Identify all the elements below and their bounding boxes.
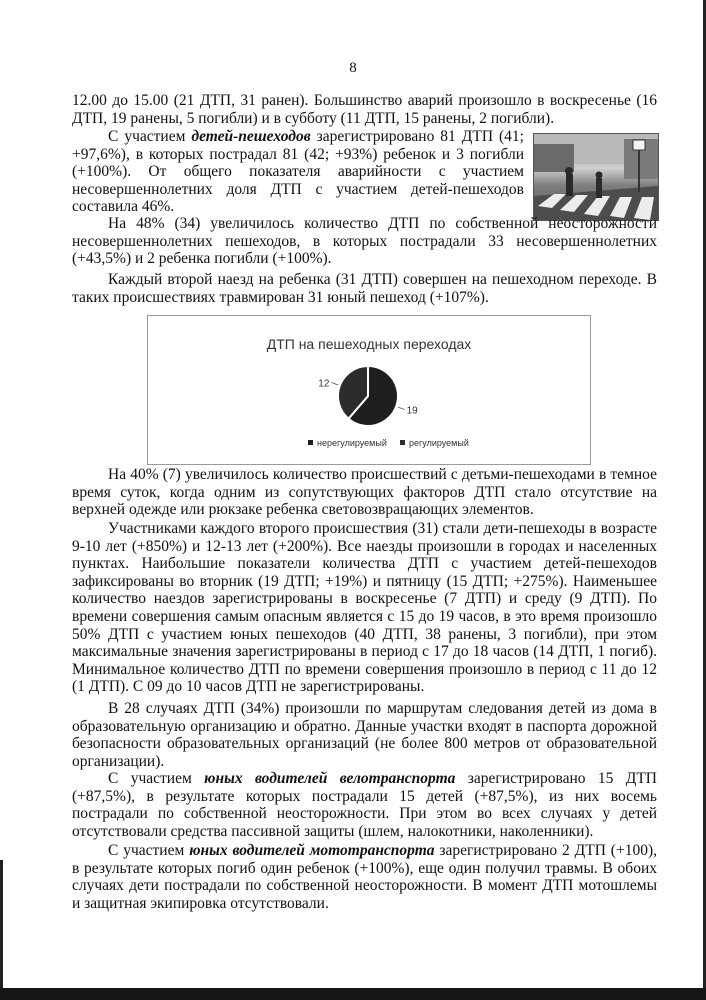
paragraph-2-start: С участием	[108, 128, 192, 145]
paragraph-8-start: С участием	[108, 770, 205, 787]
paragraph-5: На 40% (7) увеличилось количество происшествий с детьми-пешеходами в темное время суток, когда одним из сопутствующих факторов ДТП стало отсутствие на верхней одежде или рюкзаке ребенка световозвращающих элементов.	[72, 466, 657, 519]
paragraph-8	[72, 770, 657, 840]
pie-chart-container	[147, 315, 591, 465]
pie-leader-line-1	[398, 407, 405, 409]
paragraph-2-emphasis: детей-пешеходов	[191, 128, 311, 145]
pie-chart	[148, 316, 590, 464]
paragraph-6: Участниками каждого второго происшествия (31) стали дети-пешеходы в возрасте 9-10 лет (+850%) и 12-13 лет (+200%). Все наезды произошли в городах и населенных пунктах. Наибольшие показатели количества ДТП с участием детей-пешеходов зафиксированы во вторник (19 ДТП; +19%) и пятницу (15 ДТП; +275%). Наименьшее количество наездов зарегистрированы в воскресенье (7 ДТП) и среду (9 ДТП). По времени совершения самым опасным является с 15 до 19 часов, в это время произошло 50% ДТП с участием юных пешеходов (40 ДТП, 38 ранены, 3 погибли), при этом максимальные значения зарегистрированы в период с 17 до 18 часов (14 ДТП, 1 погиб). Минимальное количество ДТП по времени совершения произошло в период с 11 до 12 (1 ДТП). С 09 до 10 часов ДТП не зарегистрированы.	[72, 520, 657, 696]
paragraph-1: 12.00 до 15.00 (21 ДТП, 31 ранен). Большинство аварий произошло в воскресенье (16 ДТП, 19 ранены, 5 погибли) и в субботу (11 ДТП, 15 ранены, 2 погибли).	[72, 92, 657, 127]
pie-leader-line-2	[331, 382, 338, 384]
pie-data-label-1: 19	[406, 405, 418, 417]
legend-swatch-1	[308, 440, 313, 445]
chart-title: ДТП на пешеходных переходах	[266, 336, 472, 352]
paragraph-2	[72, 128, 524, 216]
paragraph-8-rest: зарегистрировано 15 ДТП (+87,5%), в результате которых пострадали 15 детей (+87,5%), из них восемь пострадали по собственной неосторожности. При этом во всех случаях у детей отсутствовали средства пассивной защиты (шлем, налокотники, наколенники).	[72, 770, 657, 840]
scan-edge-left	[0, 860, 3, 1000]
paragraph-2-rest: зарегистрировано 81 ДТП (41; +97,6%), в которых пострадал 81 (42; +93%) ребенок и 3 погибли (+100%). От общего показателя аварийности с участием несовершеннолетних доля ДТП с участием детей-пешеходов составила 46%.	[72, 128, 524, 216]
legend-label-1: нерегулируемый	[317, 438, 387, 448]
crossing-photo-drawing	[534, 134, 658, 220]
paragraph-7: В 28 случаях ДТП (34%) произошли по маршрутам следования детей из дома в образовательную организацию и обратно. Данные участки входят в паспорта дорожной безопасности образовательных организаций (не более 800 метров от образовательной организации).	[72, 700, 657, 770]
paragraph-4: Каждый второй наезд на ребенка (31 ДТП) совершен на пешеходном переходе. В таких происшествиях травмирован 31 юный пешеход (+107%).	[72, 271, 657, 306]
pedestrian-crossing-photo	[533, 133, 659, 221]
legend-swatch-2	[400, 440, 405, 445]
pie-data-label-2: 12	[318, 378, 330, 390]
paragraph-8-emphasis: юных водителей велотранспорта	[204, 770, 456, 787]
paragraph-9-emphasis: юных водителей мототранспорта	[189, 842, 435, 859]
paragraph-3: На 48% (34) увеличилось количество ДТП по собственной неосторожности несовершеннолетних пешеходов, в которых пострадали 33 несовершеннолетних (+43,5%) и 2 ребенка погибли (+100%).	[72, 215, 657, 268]
paragraph-9-start: С участием	[108, 842, 190, 859]
legend-label-2: регулируемый	[409, 438, 469, 448]
scan-edge-bottom	[0, 988, 706, 1000]
paragraph-9	[72, 842, 657, 912]
page-number: 8	[349, 60, 357, 76]
paragraph-9-rest: зарегистрировано 2 ДТП (+100), в результате которых погиб один ребенок (+100%), еще один получил травмы. В обоих случаях дети пострадали по собственной неосторожности. В момент ДТП мотошлемы и защитная экипировка отсутствовали.	[72, 842, 657, 912]
